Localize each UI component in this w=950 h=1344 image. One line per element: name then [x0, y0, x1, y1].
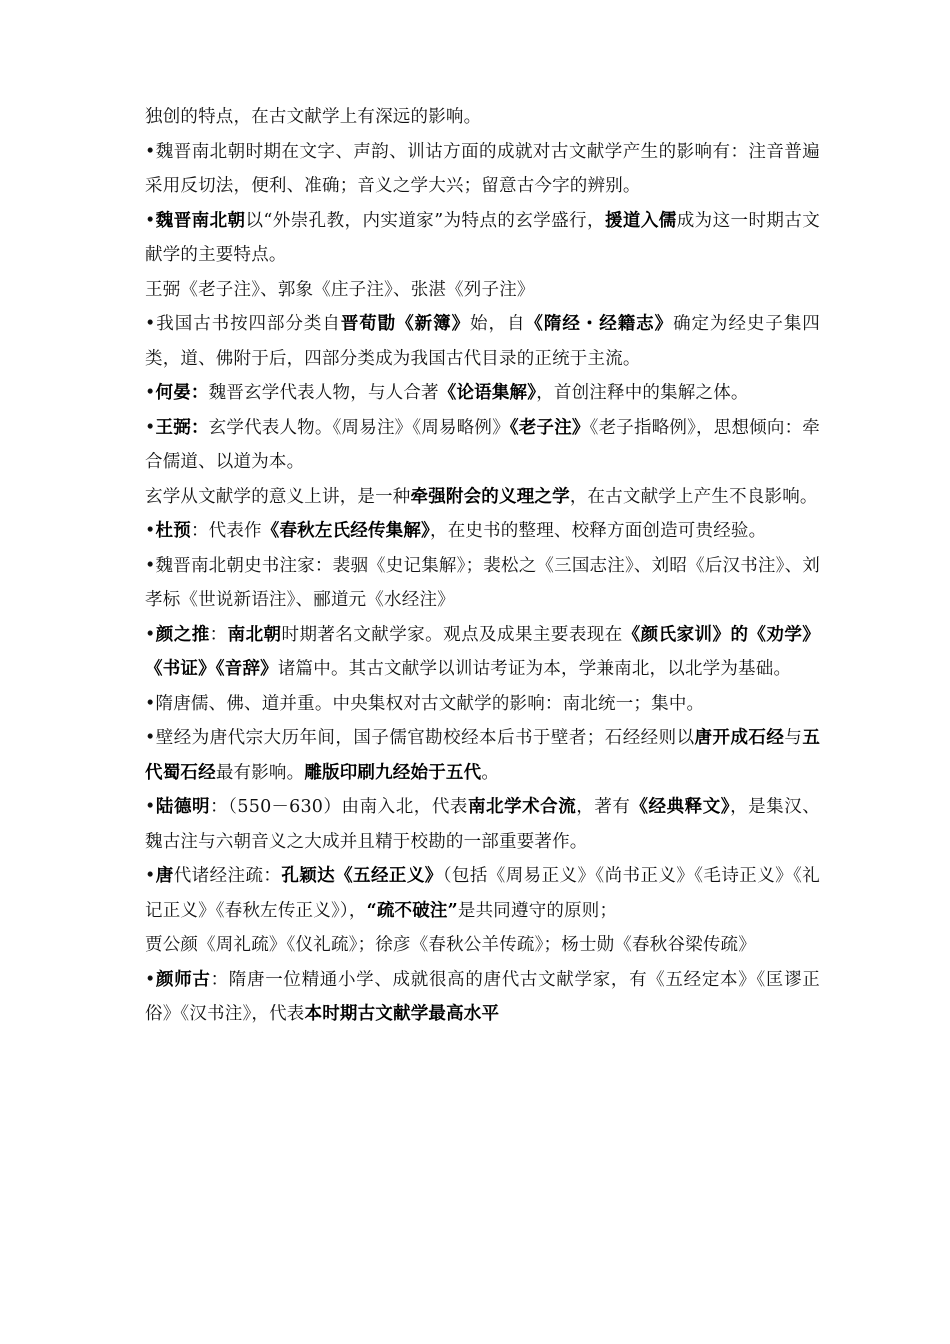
bold-text-run: 南北朝	[227, 624, 282, 645]
document-body	[145, 100, 820, 1032]
paragraph	[145, 204, 820, 273]
bold-text-run: 《隋经・经籍志》	[525, 314, 674, 334]
text-run: •	[145, 866, 156, 886]
text-run: 诸篇中。其古文献学以训诂考证为本，学兼南北，以北学为基础。	[277, 659, 792, 679]
bold-text-run: 颜师古	[155, 969, 211, 990]
bold-text-run: 王弼：	[155, 417, 209, 438]
bold-text-run: 陆德明	[155, 797, 211, 817]
paragraph	[145, 273, 820, 308]
text-run: •壁经为唐代宗大历年间，国子儒官勘校经本后书于壁者；石经经则以	[145, 728, 695, 748]
text-run: ，在史书的整理、校释方面创造可贵经验。	[430, 521, 767, 541]
text-run: 以“外崇孔教，内实道家”为特点的玄学盛行，	[245, 210, 605, 231]
bold-text-run: 晋荀勖《新簿》	[340, 314, 471, 334]
text-run: 确定为经史子集四类，道、佛附于后，四部分类成为我国古代目录的正统于主流。	[145, 314, 820, 369]
text-run: •魏晋南北朝史书注家：裴骃《史记集解》；裴松之《三国志注》、刘昭《后汉书注》、刘孝标《世说新语注》、郦道元《水经注》	[145, 555, 820, 610]
text-run: 玄学代表人物。《周易注》《周易略例》	[208, 417, 510, 438]
paragraph	[145, 307, 820, 376]
text-run: 《老子指略例》，思想倾向：牵合儒道、以道为本。	[145, 417, 820, 472]
text-run: •	[145, 210, 156, 231]
paragraph	[145, 859, 820, 928]
text-run: 独创的特点，在古文献学上有深远的影响。	[145, 107, 482, 127]
bold-text-run: 援道入儒	[605, 210, 677, 231]
bold-text-run: 孔颖达《五经正义》	[281, 866, 443, 886]
text-run: •魏晋南北朝时期在文字、声韵、训诂方面的成就对古文献学产生的影响有：注音普遍采用反切法，便利、准确；音义之学大兴；留意古今字的辨别。	[145, 141, 820, 196]
bold-text-run: 唐开成石经	[694, 728, 785, 748]
text-run: 玄学从文献学的意义上讲，是一种	[145, 486, 411, 507]
text-run: 最有影响。	[215, 762, 305, 783]
text-run: •隋唐儒、佛、道并重。中央集权对古文献学的影响：南北统一；集中。	[145, 693, 705, 714]
paragraph	[145, 687, 820, 722]
bold-text-run: 唐	[155, 866, 174, 886]
bold-text-run: 《颜氏家训》的《劝学》《书证》《音辞》	[145, 624, 820, 679]
bold-text-run: 雕版印刷九经始于五代	[304, 762, 482, 783]
text-run: ：（550－630）由南入北，代表	[210, 797, 468, 817]
paragraph	[145, 549, 820, 618]
paragraph	[145, 928, 820, 963]
bold-text-run: 《春秋左氏经传集解》	[261, 521, 430, 541]
text-run: 王弼《老子注》、郭象《庄子注》、张湛《列子注》	[145, 279, 535, 300]
bold-text-run: 五代蜀石经	[145, 728, 821, 783]
paragraph	[145, 721, 820, 790]
paragraph	[145, 135, 820, 204]
text-run: •	[145, 417, 156, 438]
text-run: •我国古书按四部分类自	[145, 314, 341, 334]
bold-text-run: 《老子注》	[509, 417, 590, 438]
text-run: 。	[481, 762, 500, 783]
text-run: 魏晋玄学代表人物，与人合著	[208, 383, 439, 403]
paragraph	[145, 100, 820, 135]
bold-text-run: 魏晋南北朝	[155, 210, 246, 231]
paragraph	[145, 480, 820, 515]
text-run: 时期著名文献学家。观点及成果主要表现在	[281, 624, 623, 645]
paragraph	[145, 618, 820, 687]
bold-text-run: 南北学术合流	[467, 797, 577, 817]
text-run: •	[145, 624, 156, 645]
paragraph	[145, 790, 820, 859]
text-run: ：代表作	[190, 521, 262, 541]
bold-text-run: “疏不破注”	[366, 900, 458, 921]
paragraph	[145, 376, 820, 411]
bold-text-run: 杜预	[155, 521, 191, 541]
bold-text-run: 《论语集解》	[438, 383, 537, 403]
text-run: ：	[209, 624, 228, 645]
paragraph	[145, 963, 820, 1032]
text-run: 贾公颜《周礼疏》《仪礼疏》；徐彦《春秋公羊传疏》；杨士勋《春秋谷梁传疏》	[145, 935, 756, 955]
text-run: 是共同遵守的原则；	[457, 900, 618, 921]
text-run: 成为这一时期古文献学的主要特点。	[145, 210, 820, 265]
bold-text-run: 颜之推	[155, 624, 210, 645]
text-run: （包括《周易正义》《尚书正义》《毛诗正义》《礼记正义》《春秋左传正义》），	[145, 866, 820, 921]
bold-text-run: 《经典释文》	[630, 797, 731, 817]
text-run: ，首创注释中的集解之体。	[536, 383, 749, 403]
text-run: •	[145, 383, 156, 403]
bold-text-run: 牵强附会的义理之学	[410, 486, 570, 507]
bold-text-run: 何晏：	[155, 383, 209, 403]
text-run: 代诸经注疏：	[173, 866, 282, 886]
text-run: ，在古文献学上产生不良影响。	[569, 486, 818, 507]
text-run: •	[145, 797, 156, 817]
paragraph	[145, 514, 820, 549]
paragraph	[145, 411, 820, 480]
text-run: •	[145, 969, 156, 990]
text-run: ：隋唐一位精通小学、成就很高的唐代古文献学家，有《五经定本》《匡谬正俗》《汉书注》，代表	[145, 969, 820, 1024]
text-run: 与	[784, 728, 803, 748]
text-run: •	[145, 521, 156, 541]
bold-text-run: 本时期古文献学最高水平	[304, 1004, 500, 1024]
text-run: 始，自	[470, 314, 526, 334]
text-run: ，是集汉、魏古注与六朝音义之大成并且精于校勘的一部重要著作。	[145, 797, 820, 852]
text-run: ，著有	[576, 797, 631, 817]
